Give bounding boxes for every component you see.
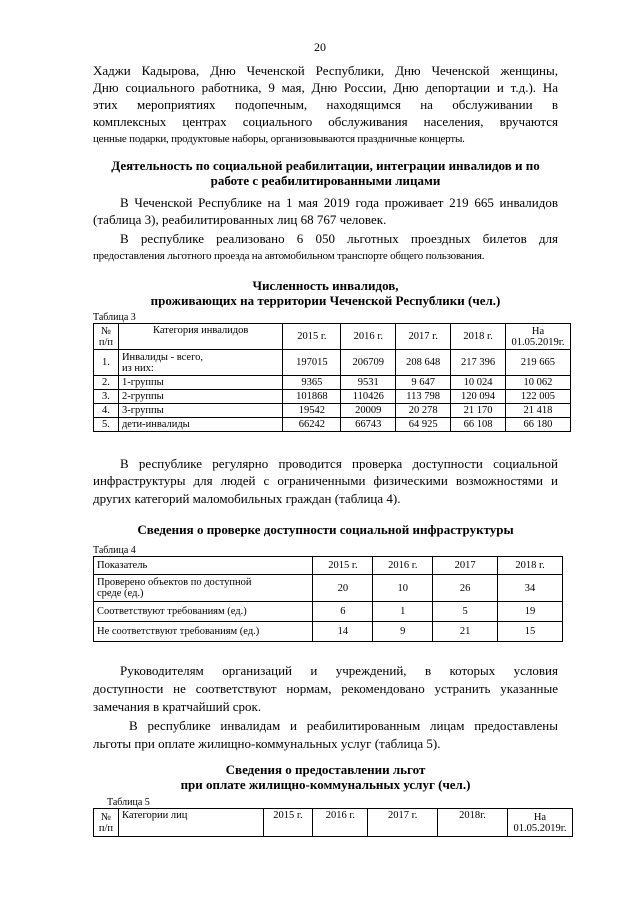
table4-cell-2015: 6 — [313, 602, 373, 622]
table3-cell-2017: 9 647 — [396, 376, 451, 390]
table5-header-category: Категории лиц — [118, 809, 263, 837]
table3-header-2017: 2017 г. — [396, 324, 451, 350]
table3-header-on-date: На 01.05.2019г. — [505, 324, 570, 350]
table3-cell-2015: 101868 — [283, 390, 341, 404]
table3-cell-2018: 10 024 — [451, 376, 506, 390]
table3-header-2015: 2015 г. — [283, 324, 341, 350]
table3-cell-on-date: 21 418 — [505, 404, 570, 418]
table4-title: Сведения о проверке доступности социальной инфраструктуры — [137, 522, 514, 537]
table5-header-2016: 2016 г. — [313, 809, 368, 837]
section1-para2-line-2: предоставления льготного проезда на автомобильном транспорте общего пользования. — [93, 250, 485, 262]
table3-cell-2015: 66242 — [283, 418, 341, 432]
table-row — [94, 622, 563, 642]
table4-cell-2016: 1 — [373, 602, 433, 622]
table4-cell-2018: 19 — [498, 602, 563, 622]
table-row — [94, 390, 571, 404]
table4-cell-2017: 21 — [433, 622, 498, 642]
table3-cell-2018: 21 170 — [451, 404, 506, 418]
section1-heading-line-1: Деятельность по социальной реабилитации, интеграции инвалидов и по — [111, 158, 540, 173]
para4-line-1: Руководителям организаций и учреждений, в которых условия — [120, 663, 558, 678]
table-row — [94, 376, 571, 390]
table3-cell-num: 5. — [94, 418, 119, 432]
table3-cell-2017: 64 925 — [396, 418, 451, 432]
table3-cell-on-date: 66 180 — [505, 418, 570, 432]
intro-line-2: Дню социального работника, 9 мая, Дню России, Дню депортации и т.д.). На — [93, 80, 558, 95]
table4-cell-indicator: Проверено объектов по доступной среде (ед.) — [94, 575, 313, 602]
table3-cell-on-date: 219 665 — [505, 350, 570, 376]
table4-header-2018: 2018 г. — [498, 557, 563, 575]
para4-line-5: льготы при оплате жилищно-коммунальных услуг (таблица 5). — [93, 736, 441, 751]
intro-line-3: этих мероприятиях подопечным, находящимся на обслуживании в — [93, 97, 558, 112]
table-row — [94, 418, 571, 432]
table3-header-num: № п/п — [94, 324, 119, 350]
table4 — [93, 556, 563, 642]
table-row — [94, 404, 571, 418]
table5-header-2017: 2017 г. — [368, 809, 438, 837]
table5-header-on-date: На 01.05.2019г. — [507, 809, 572, 837]
table3-cell-category: Инвалиды - всего, из них: — [118, 350, 282, 376]
section1-para2-line-1: В республике реализовано 6 050 льготных проездных билетов для — [120, 231, 558, 246]
table4-header-row — [94, 557, 563, 575]
table3-cell-category: дети-инвалиды — [118, 418, 282, 432]
table3-cell-num: 4. — [94, 404, 119, 418]
table4-header-2017: 2017 — [433, 557, 498, 575]
table4-cell-indicator: Соответствуют требованиям (ед.) — [94, 602, 313, 622]
table4-cell-indicator: Не соответствуют требованиям (ед.) — [94, 622, 313, 642]
table3-cell-category: 2-группы — [118, 390, 282, 404]
table4-cell-2017: 5 — [433, 602, 498, 622]
table3-header-category: Категория инвалидов — [118, 324, 282, 350]
table5-header-2018: 2018г. — [438, 809, 508, 837]
table4-caption: Таблица 4 — [93, 545, 136, 556]
table3-cell-category: 1-группы — [118, 376, 282, 390]
table3-title-line-1: Численность инвалидов, — [252, 278, 399, 293]
table3-cell-2016: 206709 — [341, 350, 396, 376]
table5-header-num: № п/п — [94, 809, 119, 837]
intro-line-4: комплексных центрах социального обслуживания населения, вручаются — [93, 114, 558, 129]
table3-header-2016: 2016 г. — [341, 324, 396, 350]
section1-para1-line-2: (таблица 3), реабилитированных лиц 68 767 человек. — [93, 212, 387, 227]
table4-cell-2017: 26 — [433, 575, 498, 602]
table3-cell-2018: 120 094 — [451, 390, 506, 404]
table4-header-indicator: Показатель — [94, 557, 313, 575]
table3-caption: Таблица 3 — [93, 312, 136, 323]
table-row — [94, 575, 563, 602]
para3-line-3: других категорий маломобильных граждан (таблица 4). — [93, 491, 401, 506]
section1-para1-line-1: В Чеченской Республике на 1 мая 2019 года проживает 219 665 инвалидов — [120, 195, 558, 210]
table3-title-line-2: проживающих на территории Чеченской Республики (чел.) — [150, 293, 501, 308]
intro-line-5: ценные подарки, продуктовые наборы, организовываются праздничные концерты. — [93, 133, 465, 145]
table3-cell-on-date: 10 062 — [505, 376, 570, 390]
para4-line-2: доступности не соответствуют нормам, рекомендовано устранить указанные — [93, 681, 558, 696]
section1-heading-line-2: работе с реабилитированными лицами — [210, 173, 441, 188]
table5-title-line-2: при оплате жилищно-коммунальных услуг (чел.) — [180, 777, 471, 792]
table4-cell-2016: 10 — [373, 575, 433, 602]
table4-cell-2015: 14 — [313, 622, 373, 642]
table3-cell-2017: 20 278 — [396, 404, 451, 418]
table4-cell-2018: 15 — [498, 622, 563, 642]
para4-line-3: замечания в кратчайший срок. — [93, 699, 262, 714]
table3 — [93, 323, 571, 432]
table4-header-2015: 2015 г. — [313, 557, 373, 575]
table3-cell-2015: 197015 — [283, 350, 341, 376]
table3-cell-2018: 217 396 — [451, 350, 506, 376]
table3-cell-2017: 208 648 — [396, 350, 451, 376]
para3-line-1: В республике регулярно проводится проверка доступности социальной — [120, 456, 558, 471]
para4-line-4: В республике инвалидам и реабилитированным лицам предоставлены — [129, 718, 558, 733]
table3-cell-2015: 19542 — [283, 404, 341, 418]
table3-cell-2015: 9365 — [283, 376, 341, 390]
table3-cell-2016: 66743 — [341, 418, 396, 432]
table4-header-2016: 2016 г. — [373, 557, 433, 575]
table3-cell-2017: 113 798 — [396, 390, 451, 404]
table3-cell-2016: 9531 — [341, 376, 396, 390]
table3-cell-2016: 110426 — [341, 390, 396, 404]
table5-header-row — [94, 809, 573, 837]
table3-cell-num: 1. — [94, 350, 119, 376]
table3-header-2018: 2018 г. — [451, 324, 506, 350]
table3-cell-category: 3-группы — [118, 404, 282, 418]
table5-title-line-1: Сведения о предоставлении льгот — [225, 762, 426, 777]
page-number: 20 — [314, 40, 326, 54]
table3-cell-2018: 66 108 — [451, 418, 506, 432]
table3-cell-num: 2. — [94, 376, 119, 390]
table3-cell-2016: 20009 — [341, 404, 396, 418]
table5 — [93, 808, 573, 837]
intro-line-1: Хаджи Кадырова, Дню Чеченской Республики, Дню Чеченской женщины, — [93, 63, 558, 78]
para3-line-2: инфраструктуры для людей с ограниченными физическими возможностями и — [93, 473, 558, 488]
table4-cell-2016: 9 — [373, 622, 433, 642]
table-row — [94, 602, 563, 622]
table5-header-2015: 2015 г. — [263, 809, 313, 837]
table-row — [94, 350, 571, 376]
table3-cell-num: 3. — [94, 390, 119, 404]
table4-cell-2018: 34 — [498, 575, 563, 602]
table3-cell-on-date: 122 005 — [505, 390, 570, 404]
table4-cell-2015: 20 — [313, 575, 373, 602]
table5-caption: Таблица 5 — [107, 797, 150, 808]
table3-header-row — [94, 324, 571, 350]
